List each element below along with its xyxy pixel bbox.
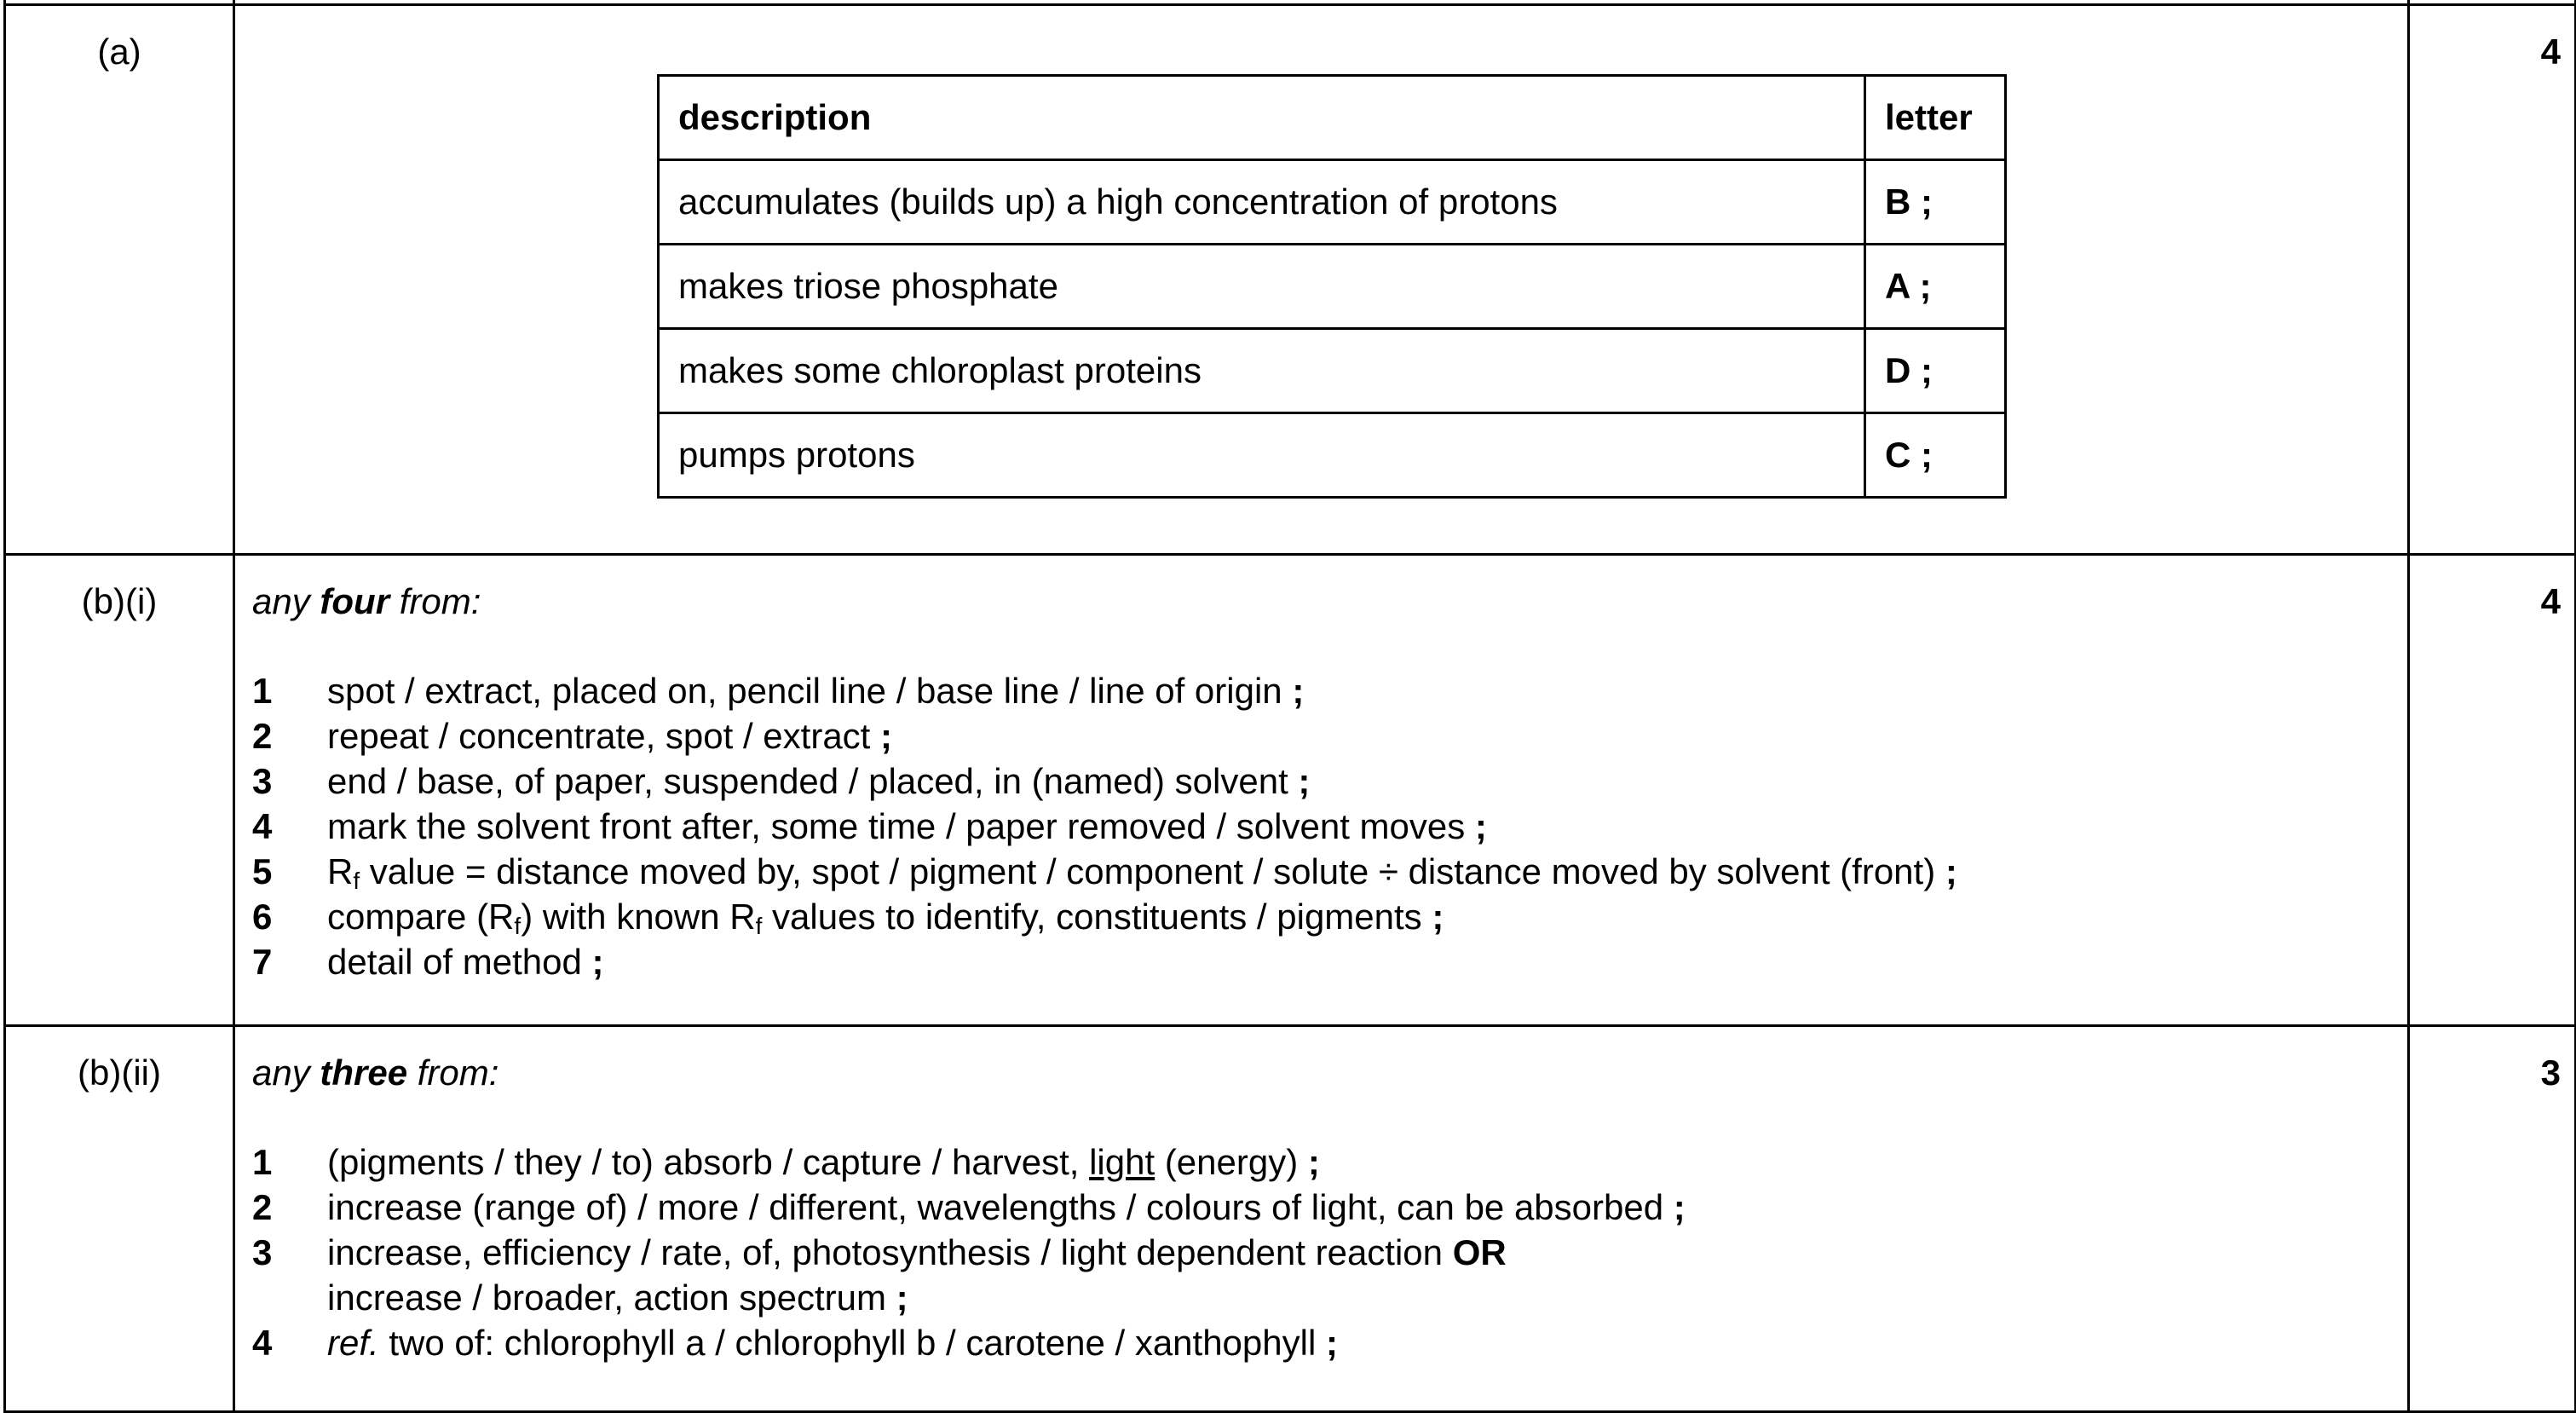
- table-row: [659, 329, 2006, 413]
- row-b-i: [5, 555, 2576, 1026]
- description-cell: pumps protons: [659, 413, 1865, 498]
- letter-cell: B ;: [1865, 160, 2006, 245]
- marks-cell: 3: [2409, 1026, 2576, 1412]
- column-header-description: description: [659, 76, 1865, 160]
- list-item: 3 increase, efficiency / rate, of, photosynthesis / light dependent reaction OR increase / broader, action spectrum ;: [252, 1232, 1507, 1318]
- list-item: 4 ref. two of: chlorophyll a / chlorophyll b / carotene / xanthophyll ;: [252, 1323, 1338, 1363]
- list-item: 1 spot / extract, placed on, pencil line / base line / line of origin ;: [252, 671, 1305, 711]
- list-item: 6 compare $(R_f)$ with known $R_f$ values to identify, constituents / pigments ;: [252, 897, 1444, 939]
- letter-cell: A ;: [1865, 245, 2006, 329]
- table-header-row: [659, 76, 2006, 160]
- table-row: [659, 245, 2006, 329]
- list-item: 3 end / base, of paper, suspended / placed, in (named) solvent ;: [252, 761, 1311, 801]
- list-item: 7 detail of method ;: [252, 942, 604, 982]
- row-a: [5, 5, 2576, 555]
- marks-cell: 4: [2409, 5, 2576, 555]
- letter-cell: C ;: [1865, 413, 2006, 498]
- description-cell: accumulates (builds up) a high concentration of protons: [659, 160, 1865, 245]
- column-header-letter: letter: [1865, 76, 2006, 160]
- marking-points: [252, 668, 2407, 984]
- question-label: (b)(i): [5, 555, 234, 1026]
- row-b-ii: [5, 1026, 2576, 1412]
- answer-cell: [234, 555, 2409, 1026]
- list-item: 1 (pigments / they / to) absorb / capture / harvest, light (energy) ;: [252, 1142, 1320, 1182]
- intro-text: any four from:: [252, 581, 481, 621]
- answer-cell: [234, 1026, 2409, 1412]
- description-cell: makes some chloroplast proteins: [659, 329, 1865, 413]
- intro-text: any three from:: [252, 1053, 499, 1093]
- list-item: 2 increase (range of) / more / different, wavelengths / colours of light, can be absorbed ;: [252, 1187, 1686, 1227]
- answer-cell: [234, 5, 2409, 555]
- list-item: 2 repeat / concentrate, spot / extract ;: [252, 716, 892, 756]
- list-item: 4 mark the solvent front after, some time / paper removed / solvent moves ;: [252, 806, 1487, 846]
- question-label: (a): [5, 5, 234, 555]
- question-label: (b)(ii): [5, 1026, 234, 1412]
- list-item: 5 $R_f$ value = distance moved by, spot / pigment / component / solute ÷ distance moved by solvent (front) ;: [252, 851, 1957, 894]
- marks-cell: 4: [2409, 555, 2576, 1026]
- table-row: [659, 413, 2006, 498]
- marking-points: [252, 1139, 2407, 1365]
- mark-scheme-table: [3, 0, 2576, 1413]
- description-cell: makes triose phosphate: [659, 245, 1865, 329]
- letter-cell: D ;: [1865, 329, 2006, 413]
- description-letter-table: [657, 74, 2007, 499]
- table-row: [659, 160, 2006, 245]
